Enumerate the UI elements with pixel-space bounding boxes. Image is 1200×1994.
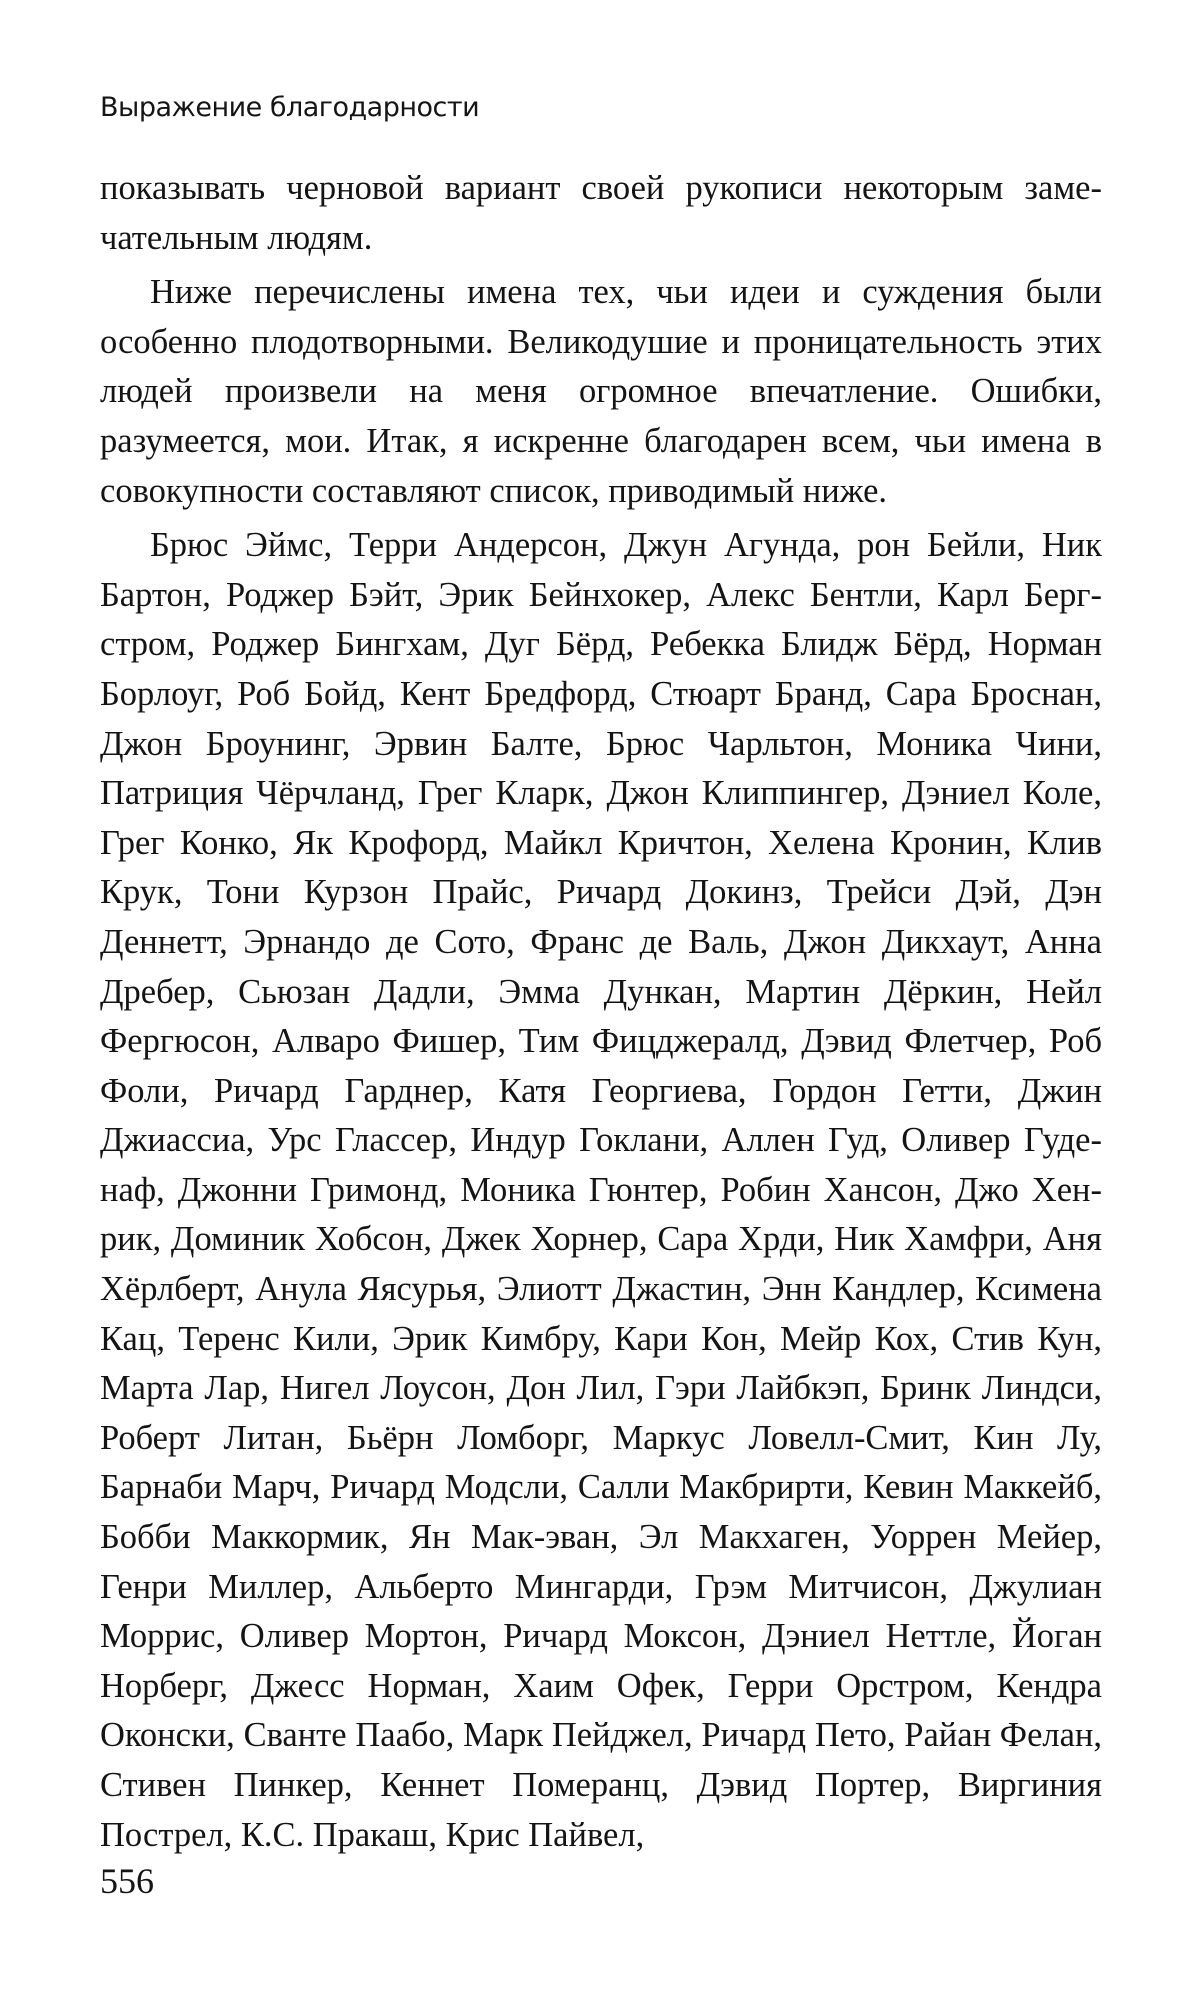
body-text	[100, 164, 1102, 1860]
page-number: 556	[100, 1861, 154, 1901]
paragraph-continuation: показывать черновой вариант своей рукописи некоторым замечательным людям.	[100, 169, 1102, 257]
paragraph-intro: Ниже перечислены имена тех, чьи идеи и суждения были особенно плодотворными. Великодушие и проницательность этих людей произвели на меня огромное впечатление. Ошибки, разумеется, мои. Итак, я искренне благодарен всем, чьи имена в совокупности составляют список, приводимый ниже.	[100, 273, 1102, 510]
running-head: Выражение благодарности	[100, 92, 480, 123]
paragraph-names-list: Брюс Эймс, Терри Андерсон, Джун Агунда, рон Бейли, Ник Бартон, Роджер Бэйт, Эрик Бейнхокер, Алекс Бентли, Карл Бергстром, Роджер Бингхам, Дуг Бёрд, Ребекка Блидж Бёрд, Норман Борлоуг, Роб Бойд, Кент Бредфорд, Стюарт Бранд, Сара Броснан, Джон Броунинг, Эрвин Балте, Брюс Чарльтон, Моника Чини, Патриция Чёрчланд, Грег Кларк, Джон Клиппингер, Дэниел Коле, Грег Конко, Як Крофорд, Майкл Кричтон, Хелена Кронин, Клив Крук, Тони Курзон Прайс, Ричард Докинз, Трейси Дэй, Дэн Деннетт, Эрнандо де Сото, Франс де Валь, Джон Дикхаут, Анна Дребер, Сьюзан Дадли, Эмма Дункан, Мартин Дёркин, Нейл Фергюсон, Алваро Фишер, Тим Фицджералд, Дэвид Флетчер, Роб Фоли, Ричард Гарднер, Катя Георгиева, Гордон Гетти, Джин Джиассиа, Урс Глассер, Индур Гоклани, Аллен Гуд, Оливер Гуденаф, Джонни Гримонд, Моника Гюнтер, Робин Хансон, Джо Хенрик, Доминик Хобсон, Джек Хорнер, Сара Хрди, Ник Хамфри, Аня Хёрлберт, Анула Яясурья, Элиотт Джастин, Энн Кандлер, Ксимена Кац, Теренс Кили, Эрик Кимбру, Кари Кон, Мейр Кох, Стив Кун, Марта Лар, Нигел Лоусон, Дон Лил, Гэри Лайбкэп, Бринк Линдси, Роберт Литан, Бьёрн Ломборг, Маркус Ловелл-Смит, Кин Лу, Барнаби Марч, Ричард Модсли, Салли Макбрирти, Кевин Маккейб, Бобби Маккормик, Ян Мак-эван, Эл Макхаген, Уоррен Мейер, Генри Миллер, Альберто Мингарди, Грэм Митчисон, Джулиан Моррис, Оливер Мортон, Ричард Моксон, Дэниел Неттле, Йоган Норберг, Джесс Норман, Хаим Офек, Герри Орстром, Кендра Оконски, Сванте Паабо, Марк Пейджел, Ричард Пето, Райан Фелан, Стивен Пинкер, Кеннет Померанц, Дэвид Портер, Виргиния Пострел, К.С. Пракаш, Крис Пайвел,	[100, 526, 1102, 1854]
